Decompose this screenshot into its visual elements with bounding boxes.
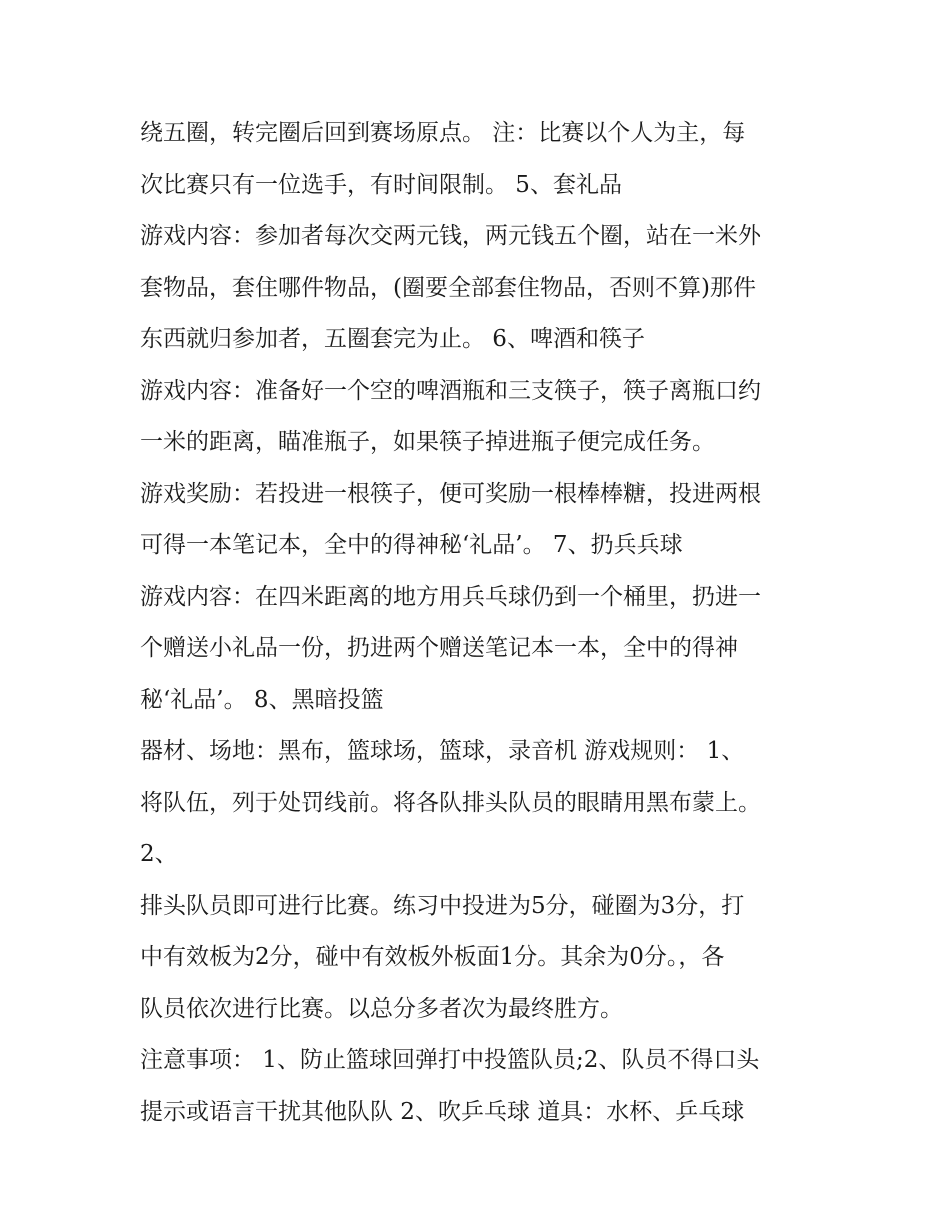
- text-line: 个赠送小礼品一份，扔进两个赠送笔记本一本，全中的得神: [140, 635, 738, 661]
- text-line: 注意事项： 1、防止篮球回弹打中投篮队员;2、队员不得口头: [140, 1047, 760, 1073]
- text-line: 游戏内容：参加者每次交两元钱，两元钱五个圈，站在一米外: [140, 223, 761, 249]
- text-line: 东西就归参加者，五圈套完为止。 6、啤酒和筷子: [140, 326, 645, 352]
- text-line: 次比赛只有一位选手，有时间限制。 5、套礼品: [140, 171, 622, 198]
- text-line: 游戏内容：在四米距离的地方用兵乓球仍到一个桶里，扔进一: [140, 583, 761, 610]
- text-line: 队员依次进行比赛。以总分多者次为最终胜方。: [140, 995, 623, 1022]
- text-line: 提示或语言干扰其他队队 2、吹乒乓球 道具：水杯、乒乓球: [140, 1098, 745, 1125]
- text-line: 一米的距离，瞄准瓶子，如果筷子掉进瓶子便完成任务。: [140, 429, 715, 455]
- text-line: 中有效板为2分，碰中有效板外板面1分。其余为0分。，各: [140, 944, 725, 970]
- text-line: 秘‘礼品’。 8、黑暗投篮: [140, 686, 384, 713]
- text-line: 套物品，套住哪件物品，(圈要全部套住物品，否则不算)那件: [140, 274, 756, 301]
- text-line: 绕五圈，转完圈后回到赛场原点。 注：比赛以个人为主，每: [140, 120, 746, 146]
- text-line: 排头队员即可进行比赛。练习中投进为5分，碰圈为3分，打: [140, 892, 745, 919]
- text-line: 器材、场地：黑布，篮球场，篮球，录音机 游戏规则： 1、: [140, 738, 745, 764]
- text-line: 将队伍，列于处罚线前。将各队排头队员的眼睛用黑布蒙上。: [140, 789, 761, 816]
- body-text: [140, 108, 830, 1138]
- text-line: 可得一本笔记本，全中的得神秘‘礼品’。 7、扔兵兵球: [140, 532, 683, 558]
- text-line: 游戏奖励：若投进一根筷子，便可奖励一根棒棒糖，投进两根: [140, 480, 761, 507]
- text-line: 2、: [140, 841, 178, 867]
- text-line: 游戏内容：准备好一个空的啤酒瓶和三支筷子，筷子离瓶口约: [140, 377, 761, 404]
